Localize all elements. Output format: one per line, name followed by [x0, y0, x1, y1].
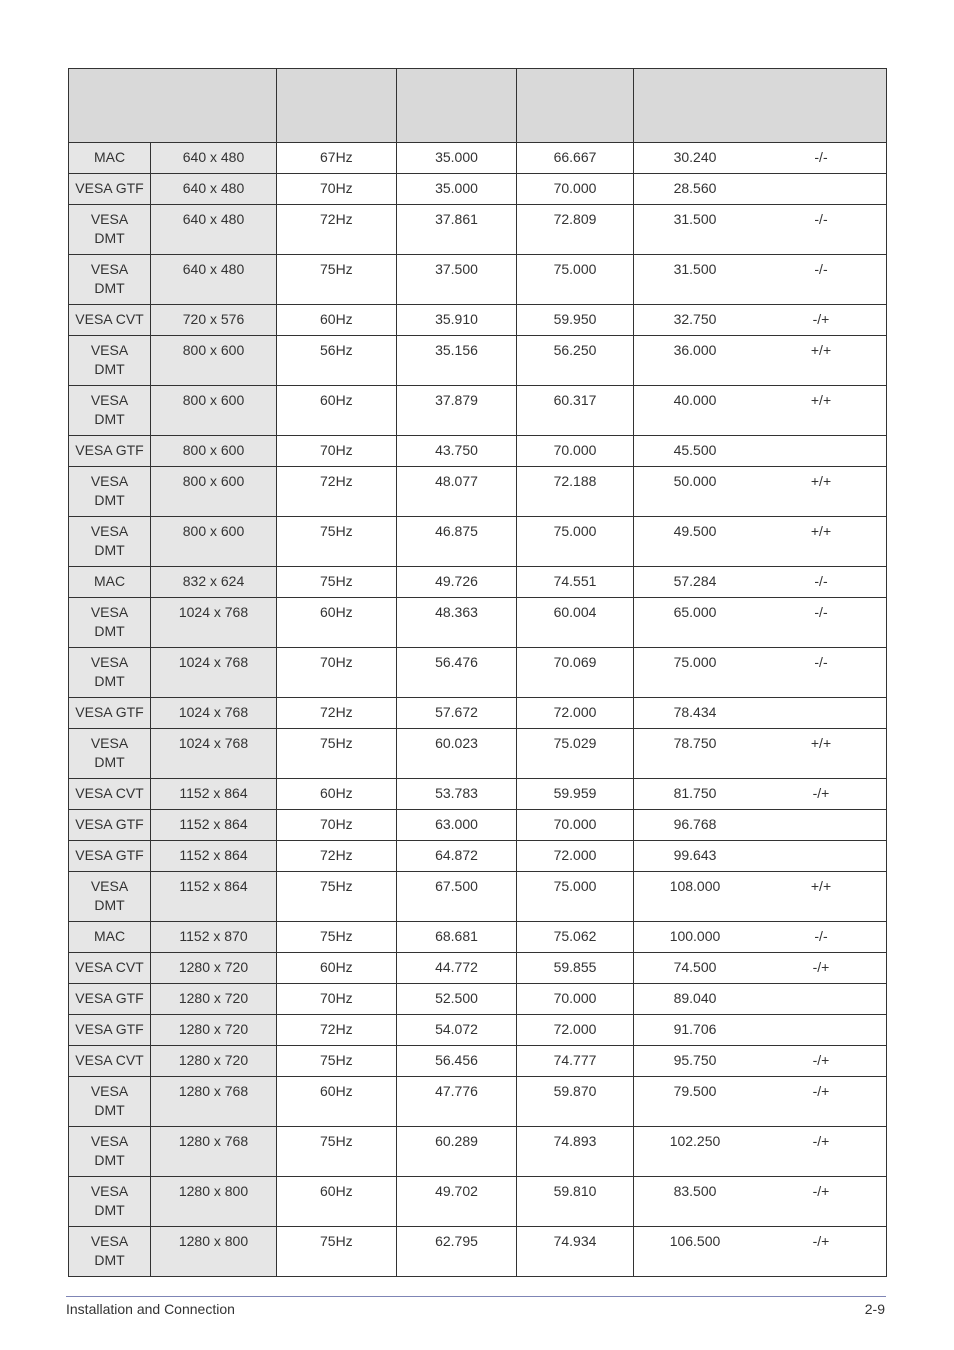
pixel-clock-value: 100.000	[669, 928, 721, 944]
mode-cell: VESA DMT	[69, 255, 151, 305]
table-row	[69, 1177, 887, 1227]
resolution-cell: 640 x 480	[151, 143, 277, 174]
mode-cell: VESA CVT	[69, 779, 151, 810]
clock-polarity-cell	[634, 205, 887, 255]
sync-polarity-value: -/+	[812, 1233, 830, 1249]
vertical-frequency-cell: 72.000	[517, 841, 634, 872]
clock-polarity-cell	[634, 467, 887, 517]
header-cell-horizontal	[397, 69, 517, 143]
clock-polarity-cell	[634, 386, 887, 436]
pixel-clock-value: 49.500	[673, 523, 717, 539]
mode-cell: VESA CVT	[69, 305, 151, 336]
sync-polarity-value: +/+	[810, 473, 832, 489]
footer-page-number: 2-9	[864, 1301, 885, 1317]
table-row	[69, 729, 887, 779]
table-row	[69, 336, 887, 386]
horizontal-frequency-cell: 49.726	[397, 567, 517, 598]
resolution-cell: 1152 x 864	[151, 841, 277, 872]
vertical-frequency-cell: 75.000	[517, 872, 634, 922]
table-row	[69, 174, 887, 205]
sync-polarity-value: -/-	[814, 573, 828, 589]
horizontal-frequency-cell: 35.156	[397, 336, 517, 386]
clock-polarity-cell	[634, 1177, 887, 1227]
vertical-frequency-cell: 75.000	[517, 255, 634, 305]
frequency-cell: 70Hz	[277, 984, 397, 1015]
vertical-frequency-cell: 70.000	[517, 174, 634, 205]
resolution-cell: 1280 x 800	[151, 1227, 277, 1277]
pixel-clock-value: 102.250	[669, 1133, 721, 1149]
table-row	[69, 467, 887, 517]
table-row	[69, 698, 887, 729]
mode-cell: VESA GTF	[69, 984, 151, 1015]
frequency-cell: 72Hz	[277, 467, 397, 517]
vertical-frequency-cell: 72.188	[517, 467, 634, 517]
mode-cell: VESA DMT	[69, 1227, 151, 1277]
vertical-frequency-cell: 59.870	[517, 1077, 634, 1127]
resolution-cell: 1280 x 800	[151, 1177, 277, 1227]
horizontal-frequency-cell: 54.072	[397, 1015, 517, 1046]
vertical-frequency-cell: 60.004	[517, 598, 634, 648]
sync-polarity-value: -/-	[814, 654, 828, 670]
horizontal-frequency-cell: 56.456	[397, 1046, 517, 1077]
resolution-cell: 800 x 600	[151, 467, 277, 517]
frequency-cell: 75Hz	[277, 729, 397, 779]
frequency-cell: 75Hz	[277, 517, 397, 567]
resolution-cell: 640 x 480	[151, 174, 277, 205]
sync-polarity-value: -/+	[812, 1052, 830, 1068]
header-cell-display-mode	[69, 69, 277, 143]
pixel-clock-value: 96.768	[673, 816, 717, 832]
pixel-clock-value: 81.750	[673, 785, 717, 801]
table-row	[69, 779, 887, 810]
resolution-cell: 1024 x 768	[151, 698, 277, 729]
pixel-clock-value: 65.000	[673, 604, 717, 620]
frequency-cell: 72Hz	[277, 841, 397, 872]
clock-polarity-cell	[634, 436, 887, 467]
timing-table	[68, 68, 887, 1277]
resolution-cell: 1152 x 864	[151, 810, 277, 841]
vertical-frequency-cell: 74.777	[517, 1046, 634, 1077]
pixel-clock-value: 99.643	[673, 847, 717, 863]
horizontal-frequency-cell: 60.023	[397, 729, 517, 779]
sync-polarity-value: +/+	[810, 342, 832, 358]
frequency-cell: 60Hz	[277, 386, 397, 436]
resolution-cell: 1280 x 720	[151, 953, 277, 984]
frequency-cell: 70Hz	[277, 810, 397, 841]
frequency-cell: 70Hz	[277, 648, 397, 698]
clock-polarity-cell	[634, 598, 887, 648]
pixel-clock-value: 31.500	[673, 261, 717, 277]
table-row	[69, 386, 887, 436]
horizontal-frequency-cell: 57.672	[397, 698, 517, 729]
frequency-cell: 72Hz	[277, 698, 397, 729]
table-row	[69, 567, 887, 598]
table-row	[69, 953, 887, 984]
mode-cell: VESA DMT	[69, 598, 151, 648]
resolution-cell: 1024 x 768	[151, 598, 277, 648]
resolution-cell: 1152 x 864	[151, 872, 277, 922]
pixel-clock-value: 78.434	[673, 704, 717, 720]
horizontal-frequency-cell: 35.000	[397, 143, 517, 174]
vertical-frequency-cell: 59.855	[517, 953, 634, 984]
horizontal-frequency-cell: 37.879	[397, 386, 517, 436]
table-row	[69, 598, 887, 648]
mode-cell: VESA GTF	[69, 841, 151, 872]
table-row	[69, 436, 887, 467]
frequency-cell: 60Hz	[277, 1077, 397, 1127]
header-cell-frequency-label	[277, 69, 397, 143]
vertical-frequency-cell: 66.667	[517, 143, 634, 174]
resolution-cell: 800 x 600	[151, 517, 277, 567]
clock-polarity-cell	[634, 1046, 887, 1077]
vertical-frequency-cell: 72.809	[517, 205, 634, 255]
mode-cell: VESA DMT	[69, 1177, 151, 1227]
header-cell-clock-polarity	[634, 69, 887, 143]
mode-cell: VESA GTF	[69, 698, 151, 729]
frequency-cell: 72Hz	[277, 1015, 397, 1046]
resolution-cell: 720 x 576	[151, 305, 277, 336]
mode-cell: VESA DMT	[69, 205, 151, 255]
mode-cell: VESA CVT	[69, 1046, 151, 1077]
clock-polarity-cell	[634, 305, 887, 336]
mode-cell: MAC	[69, 143, 151, 174]
pixel-clock-value: 32.750	[673, 311, 717, 327]
pixel-clock-value: 74.500	[673, 959, 717, 975]
vertical-frequency-cell: 72.000	[517, 1015, 634, 1046]
pixel-clock-value: 40.000	[673, 392, 717, 408]
frequency-cell: 56Hz	[277, 336, 397, 386]
frequency-cell: 67Hz	[277, 143, 397, 174]
resolution-cell: 640 x 480	[151, 255, 277, 305]
mode-cell: VESA DMT	[69, 517, 151, 567]
horizontal-frequency-cell: 63.000	[397, 810, 517, 841]
horizontal-frequency-cell: 44.772	[397, 953, 517, 984]
vertical-frequency-cell: 75.062	[517, 922, 634, 953]
horizontal-frequency-cell: 35.000	[397, 174, 517, 205]
table-row	[69, 517, 887, 567]
sync-polarity-value: -/+	[812, 1083, 830, 1099]
footer-section-title: Installation and Connection	[66, 1301, 235, 1317]
frequency-cell: 75Hz	[277, 1227, 397, 1277]
mode-cell: VESA CVT	[69, 953, 151, 984]
sync-polarity-value: -/-	[814, 149, 828, 165]
sync-polarity-value: -/-	[814, 211, 828, 227]
frequency-cell: 60Hz	[277, 1177, 397, 1227]
resolution-cell: 800 x 600	[151, 386, 277, 436]
horizontal-frequency-cell: 37.500	[397, 255, 517, 305]
sync-polarity-value: -/-	[814, 604, 828, 620]
horizontal-frequency-cell: 52.500	[397, 984, 517, 1015]
resolution-cell: 800 x 600	[151, 336, 277, 386]
horizontal-frequency-cell: 60.289	[397, 1127, 517, 1177]
resolution-cell: 1280 x 768	[151, 1127, 277, 1177]
resolution-cell: 1280 x 720	[151, 984, 277, 1015]
pixel-clock-value: 106.500	[669, 1233, 721, 1249]
vertical-frequency-cell: 72.000	[517, 698, 634, 729]
horizontal-frequency-cell: 35.910	[397, 305, 517, 336]
clock-polarity-cell	[634, 922, 887, 953]
pixel-clock-value: 50.000	[673, 473, 717, 489]
mode-cell: VESA DMT	[69, 1077, 151, 1127]
mode-cell: VESA DMT	[69, 872, 151, 922]
horizontal-frequency-cell: 47.776	[397, 1077, 517, 1127]
table-row	[69, 1127, 887, 1177]
pixel-clock-value: 28.560	[673, 180, 717, 196]
clock-polarity-cell	[634, 648, 887, 698]
mode-cell: VESA DMT	[69, 467, 151, 517]
resolution-cell: 640 x 480	[151, 205, 277, 255]
resolution-cell: 1024 x 768	[151, 648, 277, 698]
mode-cell: VESA DMT	[69, 386, 151, 436]
pixel-clock-value: 30.240	[673, 149, 717, 165]
mode-cell: VESA GTF	[69, 436, 151, 467]
table-row	[69, 305, 887, 336]
table-row	[69, 205, 887, 255]
frequency-cell: 75Hz	[277, 1127, 397, 1177]
sync-polarity-value: -/+	[812, 1133, 830, 1149]
mode-cell: VESA DMT	[69, 336, 151, 386]
table-row	[69, 810, 887, 841]
frequency-cell: 70Hz	[277, 436, 397, 467]
vertical-frequency-cell: 56.250	[517, 336, 634, 386]
clock-polarity-cell	[634, 517, 887, 567]
vertical-frequency-cell: 70.000	[517, 810, 634, 841]
sync-polarity-value: +/+	[810, 392, 832, 408]
resolution-cell: 1280 x 720	[151, 1015, 277, 1046]
mode-cell: VESA DMT	[69, 1127, 151, 1177]
sync-polarity-value: +/+	[810, 735, 832, 751]
horizontal-frequency-cell: 56.476	[397, 648, 517, 698]
pixel-clock-value: 79.500	[673, 1083, 717, 1099]
header-cell-vertical	[517, 69, 634, 143]
horizontal-frequency-cell: 67.500	[397, 872, 517, 922]
clock-polarity-cell	[634, 1127, 887, 1177]
table-row	[69, 143, 887, 174]
pixel-clock-value: 45.500	[673, 442, 717, 458]
table-row	[69, 648, 887, 698]
pixel-clock-value: 91.706	[673, 1021, 717, 1037]
horizontal-frequency-cell: 53.783	[397, 779, 517, 810]
vertical-frequency-cell: 70.000	[517, 436, 634, 467]
sync-polarity-value: -/+	[812, 1183, 830, 1199]
horizontal-frequency-cell: 62.795	[397, 1227, 517, 1277]
frequency-cell: 75Hz	[277, 1046, 397, 1077]
vertical-frequency-cell: 59.810	[517, 1177, 634, 1227]
mode-cell: VESA DMT	[69, 648, 151, 698]
table-row	[69, 841, 887, 872]
frequency-cell: 60Hz	[277, 779, 397, 810]
mode-cell: MAC	[69, 567, 151, 598]
table-row	[69, 922, 887, 953]
pixel-clock-value: 31.500	[673, 211, 717, 227]
resolution-cell: 1280 x 768	[151, 1077, 277, 1127]
vertical-frequency-cell: 75.000	[517, 517, 634, 567]
pixel-clock-value: 83.500	[673, 1183, 717, 1199]
table-header	[69, 69, 887, 143]
frequency-cell: 60Hz	[277, 953, 397, 984]
sync-polarity-value: -/+	[812, 311, 830, 327]
pixel-clock-value: 108.000	[669, 878, 721, 894]
sync-polarity-value: +/+	[810, 878, 832, 894]
table-row	[69, 255, 887, 305]
mode-cell: VESA GTF	[69, 174, 151, 205]
pixel-clock-value: 78.750	[673, 735, 717, 751]
sync-polarity-value: -/+	[812, 785, 830, 801]
frequency-cell: 60Hz	[277, 598, 397, 648]
horizontal-frequency-cell: 46.875	[397, 517, 517, 567]
vertical-frequency-cell: 59.950	[517, 305, 634, 336]
horizontal-frequency-cell: 64.872	[397, 841, 517, 872]
clock-polarity-cell	[634, 841, 887, 872]
clock-polarity-cell	[634, 1227, 887, 1277]
clock-polarity-cell	[634, 567, 887, 598]
resolution-cell: 1280 x 720	[151, 1046, 277, 1077]
horizontal-frequency-cell: 48.363	[397, 598, 517, 648]
clock-polarity-cell	[634, 810, 887, 841]
clock-polarity-cell	[634, 174, 887, 205]
frequency-cell: 75Hz	[277, 872, 397, 922]
mode-cell: MAC	[69, 922, 151, 953]
table-row	[69, 984, 887, 1015]
frequency-cell: 60Hz	[277, 305, 397, 336]
horizontal-frequency-cell: 48.077	[397, 467, 517, 517]
footer-divider	[66, 1296, 886, 1297]
clock-polarity-cell	[634, 953, 887, 984]
table-row	[69, 1077, 887, 1127]
vertical-frequency-cell: 70.000	[517, 984, 634, 1015]
frequency-cell: 75Hz	[277, 922, 397, 953]
table-row	[69, 1015, 887, 1046]
pixel-clock-value: 57.284	[673, 573, 717, 589]
vertical-frequency-cell: 70.069	[517, 648, 634, 698]
sync-polarity-value: +/+	[810, 523, 832, 539]
clock-polarity-cell	[634, 872, 887, 922]
frequency-cell: 75Hz	[277, 255, 397, 305]
clock-polarity-cell	[634, 255, 887, 305]
pixel-clock-value: 36.000	[673, 342, 717, 358]
table-row	[69, 1046, 887, 1077]
table-row	[69, 1227, 887, 1277]
clock-polarity-cell	[634, 1015, 887, 1046]
vertical-frequency-cell: 74.551	[517, 567, 634, 598]
horizontal-frequency-cell: 68.681	[397, 922, 517, 953]
frequency-cell: 75Hz	[277, 567, 397, 598]
clock-polarity-cell	[634, 729, 887, 779]
clock-polarity-cell	[634, 336, 887, 386]
pixel-clock-value: 95.750	[673, 1052, 717, 1068]
resolution-cell: 832 x 624	[151, 567, 277, 598]
vertical-frequency-cell: 74.934	[517, 1227, 634, 1277]
clock-polarity-cell	[634, 143, 887, 174]
vertical-frequency-cell: 60.317	[517, 386, 634, 436]
pixel-clock-value: 75.000	[673, 654, 717, 670]
resolution-cell: 1152 x 864	[151, 779, 277, 810]
clock-polarity-cell	[634, 779, 887, 810]
horizontal-frequency-cell: 37.861	[397, 205, 517, 255]
sync-polarity-value: -/-	[814, 928, 828, 944]
sync-polarity-value: -/+	[812, 959, 830, 975]
vertical-frequency-cell: 59.959	[517, 779, 634, 810]
horizontal-frequency-cell: 43.750	[397, 436, 517, 467]
clock-polarity-cell	[634, 698, 887, 729]
frequency-cell: 72Hz	[277, 205, 397, 255]
table-body	[69, 143, 887, 1277]
resolution-cell: 1152 x 870	[151, 922, 277, 953]
pixel-clock-value: 89.040	[673, 990, 717, 1006]
clock-polarity-cell	[634, 1077, 887, 1127]
mode-cell: VESA DMT	[69, 729, 151, 779]
vertical-frequency-cell: 74.893	[517, 1127, 634, 1177]
clock-polarity-cell	[634, 984, 887, 1015]
mode-cell: VESA GTF	[69, 810, 151, 841]
resolution-cell: 800 x 600	[151, 436, 277, 467]
table-row	[69, 872, 887, 922]
horizontal-frequency-cell: 49.702	[397, 1177, 517, 1227]
sync-polarity-value: -/-	[814, 261, 828, 277]
resolution-cell: 1024 x 768	[151, 729, 277, 779]
vertical-frequency-cell: 75.029	[517, 729, 634, 779]
mode-cell: VESA GTF	[69, 1015, 151, 1046]
frequency-cell: 70Hz	[277, 174, 397, 205]
